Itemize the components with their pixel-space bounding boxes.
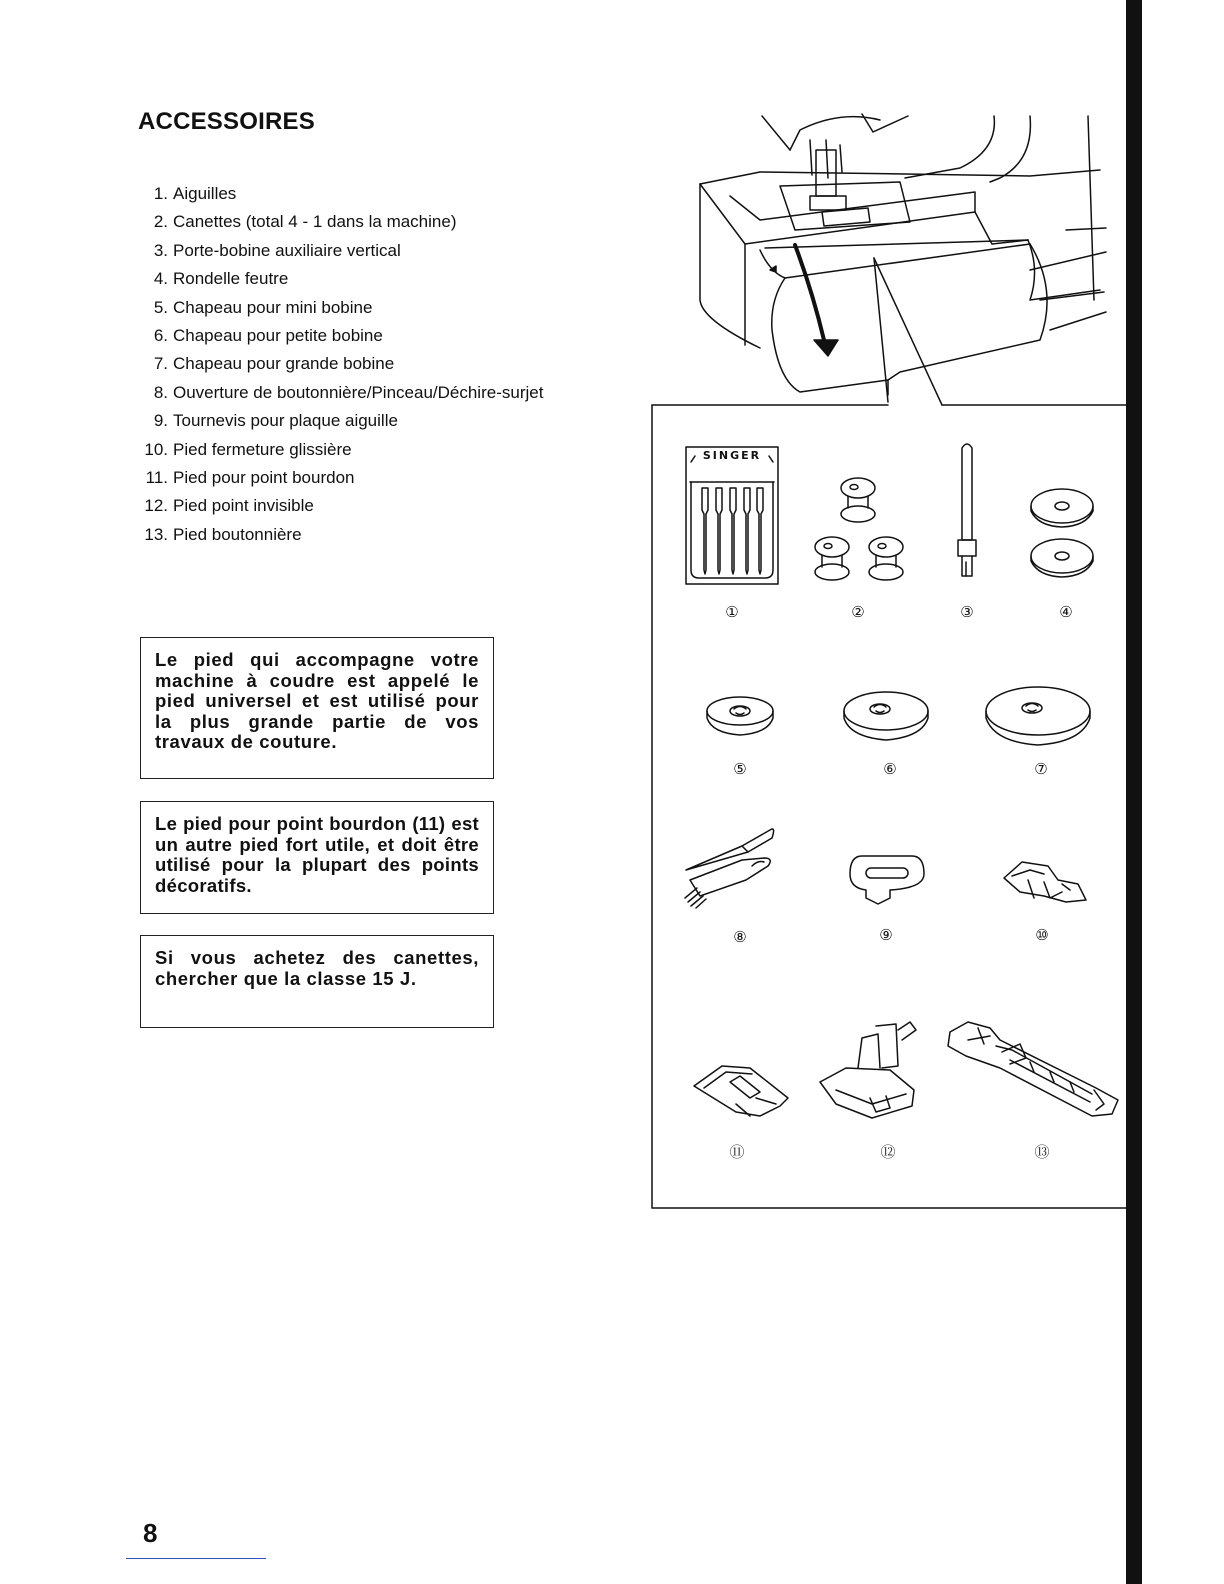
buttonhole-foot-icon	[948, 1022, 1118, 1116]
item-label: Pied fermeture glissière	[173, 439, 352, 459]
footer-rule	[126, 1558, 266, 1559]
item-label: Aiguilles	[173, 184, 237, 203]
item-number: 10.	[144, 439, 168, 459]
item-number: 2.	[153, 212, 168, 232]
spool-pin-icon	[958, 444, 976, 576]
item-label: Tournevis pour plaque aiguille	[173, 411, 398, 431]
item-number: 11.	[145, 468, 168, 488]
label-9: ⑨	[879, 926, 893, 944]
label-1: ①	[725, 603, 739, 621]
label-13: ⑬	[1034, 1143, 1050, 1161]
spool-cap-large-icon	[986, 687, 1090, 745]
blind-hem-foot-icon	[820, 1022, 916, 1118]
spool-cap-small-icon	[844, 692, 928, 740]
label-12: ⑫	[880, 1143, 896, 1161]
item-label: Pied point invisible	[173, 496, 314, 516]
item-number: 9.	[153, 411, 168, 431]
note-bobbin-class: Si vous achetez des canettes, chercher que la classe 15 J.	[140, 935, 494, 1028]
label-4: ④	[1059, 603, 1073, 621]
note-satin-stitch-foot: Le pied pour point bourdon (11) est un autre pied fort utile, et doit être utilisé pour la plupart des points décoratifs.	[140, 801, 494, 914]
zipper-foot-icon	[1004, 862, 1086, 902]
item-label: Pied boutonnière	[173, 524, 302, 544]
item-label: Chapeau pour mini bobine	[173, 297, 373, 317]
item-label: Rondelle feutre	[173, 269, 289, 289]
label-10: ⑩	[1035, 926, 1049, 944]
page-title: ACCESSOIRES	[138, 108, 315, 135]
spool-cap-mini-icon	[707, 697, 773, 735]
note-universal-foot: Le pied qui accompagne votre machine à coudre est appelé le pied universel et est utilisé pour la plus grande partie de vos travaux de couture.	[140, 637, 494, 779]
item-number: 3.	[153, 240, 168, 260]
item-label: Chapeau pour grande bobine	[173, 354, 395, 374]
item-label: Pied pour point bourdon	[173, 468, 355, 488]
satin-stitch-foot-icon	[694, 1066, 788, 1116]
label-7: ⑦	[1034, 760, 1048, 778]
label-8: ⑧	[733, 928, 747, 946]
accessory-box	[652, 405, 1126, 1208]
sewing-machine-drawing	[700, 114, 1106, 405]
item-number: 6.	[153, 326, 168, 346]
screwdriver-icon	[850, 856, 924, 904]
needle-pack-brand: SINGER	[702, 449, 762, 462]
page-number: 8	[143, 1518, 158, 1548]
label-3: ③	[960, 603, 974, 621]
item-number: 7.	[153, 354, 168, 374]
label-5: ⑤	[733, 760, 747, 778]
needle-pack-icon	[686, 447, 778, 584]
item-number: 4.	[153, 269, 168, 289]
label-11: ⑪	[729, 1143, 745, 1161]
bobbins-icon	[815, 478, 903, 580]
label-6: ⑥	[883, 760, 897, 778]
item-number: 1.	[153, 184, 168, 203]
item-label: Chapeau pour petite bobine	[173, 326, 383, 346]
item-number: 5.	[153, 297, 168, 317]
item-label: Canettes (total 4 - 1 dans la machine)	[173, 212, 457, 232]
item-number: 12.	[144, 496, 168, 516]
seam-ripper-brush-icon	[685, 829, 774, 908]
item-label: Ouverture de boutonnière/Pinceau/Déchire-surjet	[173, 382, 544, 402]
item-number: 8.	[153, 382, 168, 402]
felt-washers-icon	[1031, 489, 1093, 577]
item-label: Porte-bobine auxiliaire vertical	[173, 240, 401, 260]
item-number: 13.	[144, 524, 168, 544]
label-2: ②	[851, 603, 865, 621]
scan-edge-bar	[1126, 0, 1142, 1584]
